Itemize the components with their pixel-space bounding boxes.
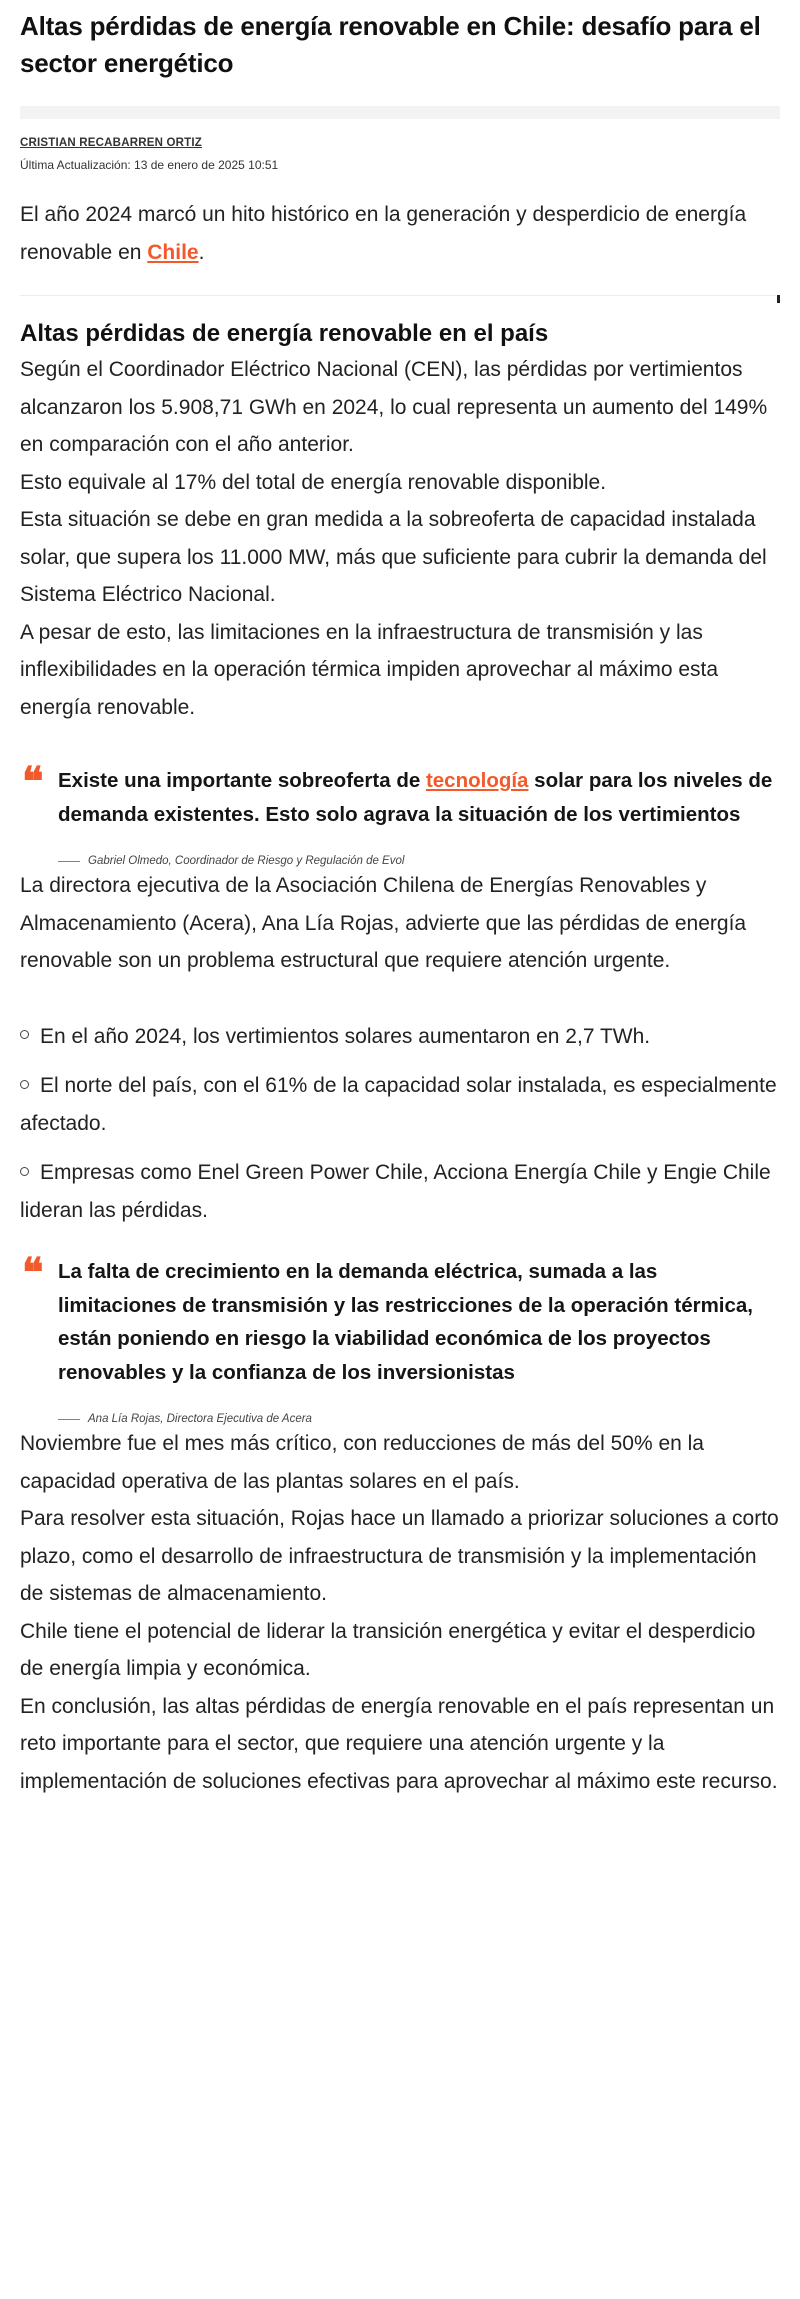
bullet-circle-icon	[20, 1030, 29, 1039]
chile-link[interactable]: Chile	[147, 241, 199, 264]
bullet-circle-icon	[20, 1080, 29, 1089]
paragraph-percent: Esto equivale al 17% del total de energía renovable disponible.	[20, 470, 607, 494]
attribution-text: Gabriel Olmedo, Coordinador de Riesgo y Regulación de Evol	[88, 855, 405, 867]
paragraph-potential: Chile tiene el potencial de liderar la transición energética y evitar el desperdicio de energía limpia y económica.	[20, 1619, 756, 1680]
quote-icon: ❝	[22, 1249, 44, 1296]
paragraph-acera: La directora ejecutiva de la Asociación Chilena de Energías Renovables y Almacenamiento (Acera), Ana Lía Rojas, advierte que las pérdidas de energía renovable son un problema estructural que requiere atención urgente.	[20, 874, 747, 972]
quote-icon: ❝	[22, 758, 44, 805]
quote-attribution	[58, 1413, 780, 1425]
article-title: Altas pérdidas de energía renovable en Chile: desafío para el sector energético	[20, 11, 761, 78]
author-link[interactable]: CRISTIAN RECABARREN ORTIZ	[20, 137, 202, 149]
byline	[20, 133, 780, 174]
bullet-circle-icon	[20, 1167, 29, 1176]
quote-text-end: solar para los niveles de demanda existentes. Esto solo agrava la situación de los vertimientos	[58, 769, 773, 826]
section-heading: Altas pérdidas de energía renovable en el país	[20, 320, 549, 347]
pull-quote-olmedo	[20, 758, 780, 867]
quote-text-start: Existe una importante sobreoferta de	[58, 769, 426, 792]
section-divider	[20, 293, 780, 301]
bullet-list	[20, 1018, 780, 1230]
article-lead	[20, 196, 780, 272]
paragraph-solutions: Para resolver esta situación, Rojas hace un llamado a priorizar soluciones a corto plazo, como el desarrollo de infraestructura de transmisión y la implementación de sistemas de almacenamiento.	[20, 1507, 779, 1605]
divider-mark	[777, 295, 780, 303]
attribution-dash	[58, 861, 80, 862]
quote-text: La falta de crecimiento en la demanda eléctrica, sumada a las limitaciones de transmisión y las restricciones de la operación térmica, están poniendo en riesgo la viabilidad económica de los proyectos renovables y la confianza de los inversionistas	[58, 1260, 753, 1384]
pull-quote-rojas	[20, 1249, 780, 1425]
ad-placeholder-bar	[20, 106, 780, 119]
list-item	[20, 1154, 780, 1229]
list-item	[20, 1067, 780, 1142]
list-item-text: En el año 2024, los vertimientos solares aumentaron en 2,7 TWh.	[40, 1024, 651, 1048]
lead-end: .	[198, 241, 205, 264]
list-item	[20, 1018, 780, 1056]
last-updated: Última Actualización: 13 de enero de 2025 10:51	[20, 158, 279, 172]
paragraph-oversupply: Esta situación se debe en gran medida a la sobreoferta de capacidad instalada solar, que supera los 11.000 MW, más que suficiente para cubrir la demanda del Sistema Eléctrico Nacional.	[20, 508, 767, 606]
list-item-text: Empresas como Enel Green Power Chile, Acciona Energía Chile y Engie Chile lideran las pérdidas.	[20, 1161, 771, 1222]
paragraph-conclusion: En conclusión, las altas pérdidas de energía renovable en el país representan un reto importante para el sector, que requiere una atención urgente y la implementación de soluciones efectivas para aprovechar al máximo este recurso.	[20, 1694, 778, 1793]
lead-text: El año 2024 marcó un hito histórico en la generación y desperdicio de energía renovable en	[20, 203, 747, 264]
attribution-text: Ana Lía Rojas, Directora Ejecutiva de Acera	[88, 1413, 312, 1425]
attribution-dash	[58, 1419, 80, 1420]
quote-text	[58, 764, 780, 831]
paragraph-limitations: A pesar de esto, las limitaciones en la infraestructura de transmisión y las inflexibilidades en la operación térmica impiden aprovechar al máximo esta energía renovable.	[20, 620, 719, 719]
paragraph-november: Noviembre fue el mes más crítico, con reducciones de más del 50% en la capacidad operativa de las plantas solares en el país.	[20, 1432, 704, 1493]
list-item-text: El norte del país, con el 61% de la capacidad solar instalada, es especialmente afectado.	[20, 1074, 777, 1135]
quote-attribution	[58, 855, 780, 867]
paragraph-cen: Según el Coordinador Eléctrico Nacional (CEN), las pérdidas por vertimientos alcanzaron los 5.908,71 GWh en 2024, lo cual representa un aumento del 149% en comparación con el año anterior.	[20, 358, 768, 456]
tecnologia-link[interactable]: tecnología	[425, 769, 529, 792]
divider-line	[20, 295, 776, 296]
